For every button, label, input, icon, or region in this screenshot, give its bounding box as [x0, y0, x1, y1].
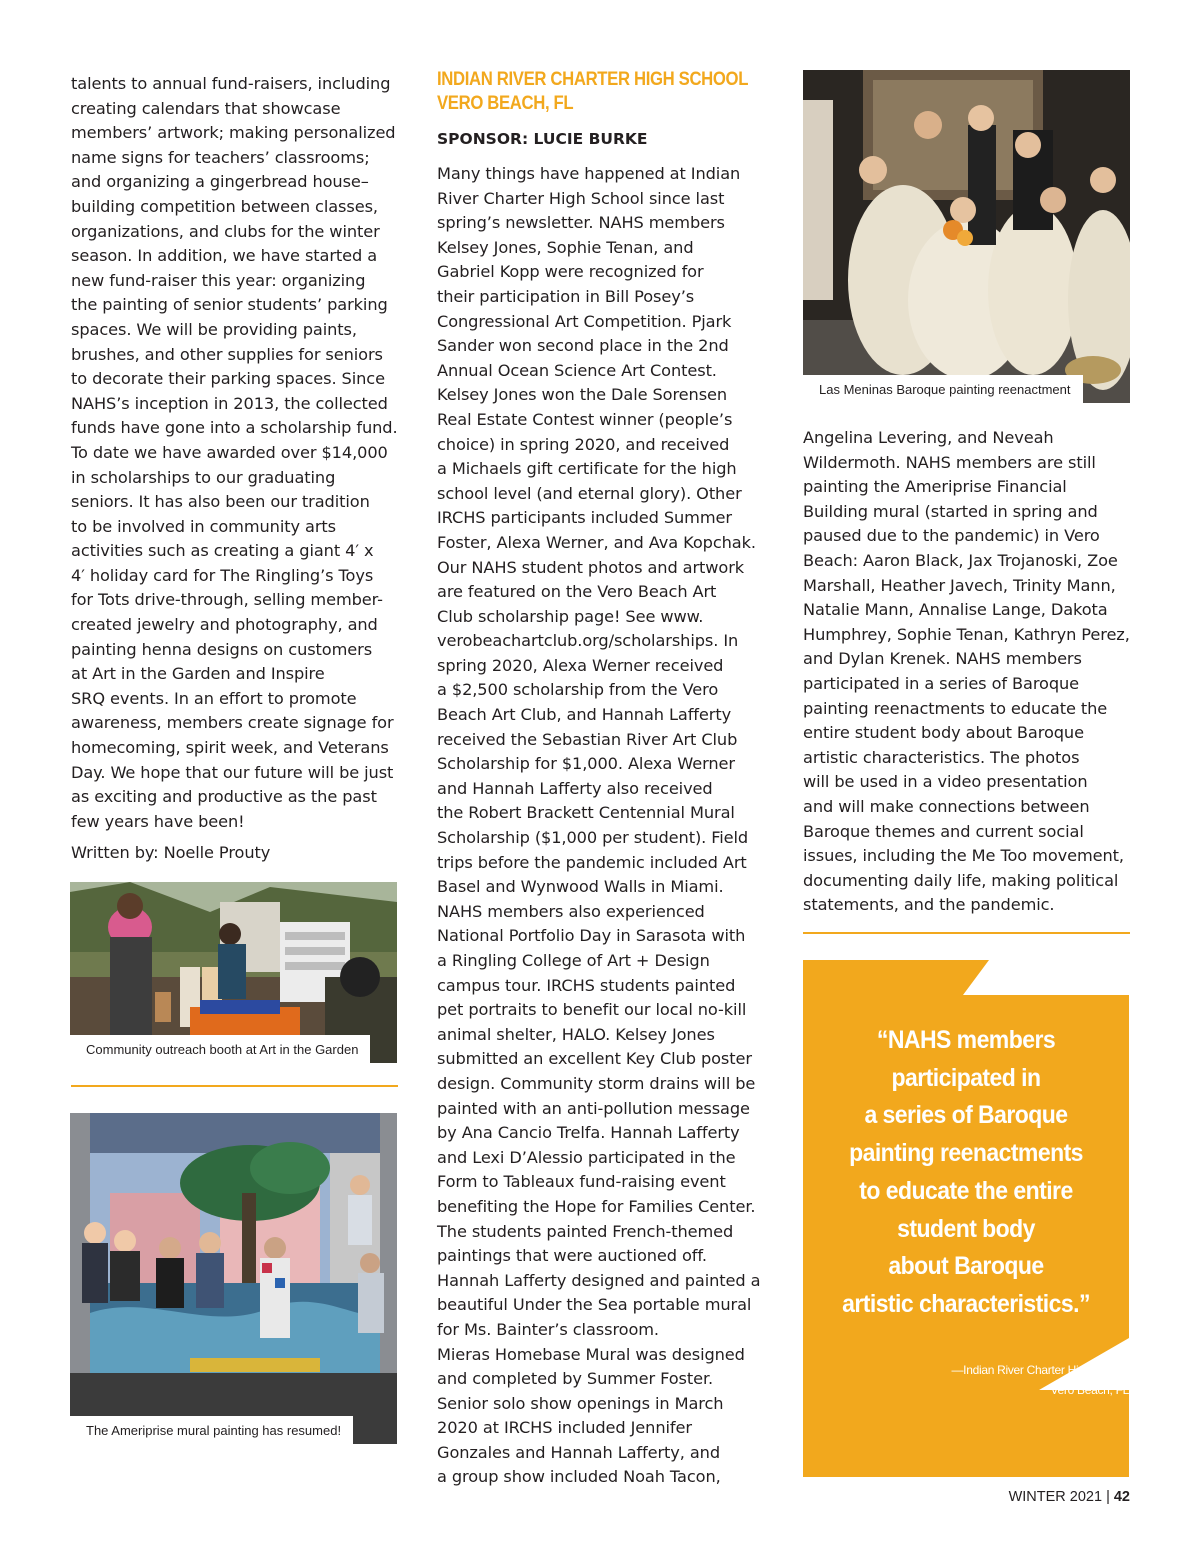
body-line: painting reenactments to educate the [803, 698, 1108, 718]
pullquote-attribution-school: —Indian River Charter High School [951, 1363, 1129, 1377]
pullquote-attribution-location: Vero Beach, FL [1050, 1383, 1129, 1397]
column-1-divider [71, 1085, 398, 1087]
body-line: Building mural (started in spring and [803, 501, 1098, 521]
body-line: activities such as creating a giant 4′ x [71, 541, 374, 561]
body-line: for Ms. Bainter’s classroom. [437, 1319, 659, 1339]
body-line: spring’s newsletter. NAHS members [437, 213, 725, 233]
baroque-caption: Las Meninas Baroque painting reenactment [803, 375, 1083, 403]
outreach-booth-photo [70, 882, 397, 1063]
body-line: and will make connections between [803, 796, 1090, 816]
body-line: 2020 at IRCHS included Jennifer [437, 1418, 692, 1438]
body-line: painted with an anti-pollution message [437, 1098, 750, 1118]
outreach-booth-caption: Community outreach booth at Art in the Garden [70, 1035, 370, 1063]
body-line: to decorate their parking spaces. Since [71, 369, 385, 389]
body-line: Mieras Homebase Mural was designed [437, 1344, 745, 1364]
body-line: paused due to the pandemic) in Vero [803, 526, 1100, 546]
body-line: a Michaels gift certificate for the high [437, 459, 737, 479]
body-line: and completed by Summer Foster. [437, 1369, 714, 1389]
body-line: Gabriel Kopp were recognized for [437, 262, 704, 282]
body-line: Scholarship ($1,000 per student). Field [437, 828, 749, 848]
body-line: created jewelry and photography, and [71, 615, 378, 635]
body-line: spaces. We will be providing paints, [71, 319, 357, 339]
page-folio [1009, 1489, 1130, 1505]
body-line: Beach: Aaron Black, Jax Trojanoski, Zoe [803, 550, 1118, 570]
body-line: Baroque themes and current social [803, 821, 1084, 841]
body-line: Wildermoth. NAHS members are still [803, 452, 1096, 472]
body-line: Gonzales and Hannah Lafferty, and [437, 1442, 721, 1462]
page-number: 42 [1113, 1489, 1130, 1505]
body-line: spring 2020, Alexa Werner received [437, 655, 724, 675]
body-line: benefiting the Hope for Families Center. [437, 1196, 756, 1216]
baroque-reenactment-photo [803, 70, 1130, 403]
body-line: verobeachartclub.org/scholarships. In [437, 631, 739, 651]
body-line: pet portraits to benefit our local no-kill [437, 1000, 747, 1020]
pullquote-line: about Baroque [888, 1252, 1044, 1281]
mural-image [70, 1113, 397, 1444]
body-line: will be used in a video presentation [803, 772, 1088, 792]
body-line: homecoming, spirit week, and Veterans [71, 738, 389, 758]
body-line: and Dylan Krenek. NAHS members [803, 649, 1082, 669]
pullquote-line: participated in [891, 1063, 1041, 1092]
body-line: a $2,500 scholarship from the Vero [437, 680, 719, 700]
body-line: painting the Ameriprise Financial [803, 477, 1067, 497]
body-line: Real Estate Contest winner (people’s [437, 409, 733, 429]
body-line: for Tots drive-through, selling member- [71, 590, 383, 610]
body-line: and Hannah Lafferty also received [437, 778, 713, 798]
body-line: Congressional Art Competition. Pjark [437, 311, 732, 331]
body-line: a group show included Noah Tacon, [437, 1467, 721, 1487]
body-line: River Charter High School since last [437, 188, 725, 208]
body-line: To date we have awarded over $14,000 [71, 442, 388, 462]
pullquote-attribution [951, 1360, 1129, 1400]
body-line: trips before the pandemic included Art [437, 852, 747, 872]
body-line: Beach Art Club, and Hannah Lafferty [437, 705, 732, 725]
body-line: at Art in the Garden and Inspire [71, 664, 325, 684]
school-location-line: VERO BEACH, FL [437, 93, 574, 114]
body-line: by Ana Cancio Trelfa. Hannah Lafferty [437, 1123, 740, 1143]
body-line: funds have gone into a scholarship fund. [71, 418, 398, 438]
body-line: Kelsey Jones, Sophie Tenan, and [437, 237, 694, 257]
body-line: and Lexi D’Alessio participated in the [437, 1147, 736, 1167]
pullquote-line: “NAHS members [876, 1026, 1056, 1054]
body-line: 4′ holiday card for The Ringling’s Toys [71, 565, 374, 585]
body-line: the painting of senior students’ parking [71, 295, 388, 315]
body-line: Kelsey Jones won the Dale Sorensen [437, 385, 728, 405]
body-line: few years have been! [71, 811, 245, 831]
body-line: Humphrey, Sophie Tenan, Kathryn Perez, [803, 624, 1130, 644]
body-line: Hannah Lafferty designed and painted a [437, 1270, 761, 1290]
body-line: The students painted French-themed [437, 1221, 734, 1241]
body-line: awareness, members create signage for [71, 713, 394, 733]
body-line: Angelina Levering, and Neveah [803, 428, 1054, 447]
column-3-body [803, 426, 1130, 918]
body-line: are featured on the Vero Beach Art [437, 582, 717, 602]
body-line: participated in a series of Baroque [803, 673, 1080, 693]
body-line: entire student body about Baroque [803, 723, 1084, 743]
body-line: received the Sebastian River Art Club [437, 729, 738, 749]
body-line: their participation in Bill Posey’s [437, 286, 695, 306]
body-line: Form to Tableaux fund-raising event [437, 1172, 726, 1192]
body-line: National Portfolio Day in Sarasota with [437, 926, 746, 946]
body-line: brushes, and other supplies for seniors [71, 344, 383, 364]
body-line: painting henna designs on customers [71, 639, 373, 659]
body-line: Many things have happened at Indian [437, 164, 741, 183]
body-line: Marshall, Heather Javech, Trinity Mann, [803, 575, 1116, 595]
body-line: NAHS’s inception in 2013, the collected [71, 393, 388, 413]
body-line: a Ringling College of Art + Design [437, 951, 710, 970]
body-line: Day. We hope that our future will be just [71, 762, 394, 782]
body-line: NAHS members also experienced [437, 901, 705, 921]
body-line: Annual Ocean Science Art Contest. [437, 360, 717, 380]
body-line: seniors. It has also been our tradition [71, 492, 370, 512]
body-line: documenting daily life, making political [803, 870, 1119, 890]
folio-separator: | [1106, 1489, 1110, 1505]
body-line: the Robert Brackett Centennial Mural [437, 803, 735, 823]
body-line: Natalie Mann, Annalise Lange, Dakota [803, 600, 1108, 620]
body-line: talents to annual fund-raisers, including [71, 74, 391, 93]
body-line: organizations, and clubs for the winter [71, 221, 380, 241]
body-line: design. Community storm drains will be [437, 1073, 756, 1093]
body-line: artistic characteristics. The photos [803, 747, 1080, 767]
body-line: submitted an excellent Key Club poster [437, 1049, 752, 1069]
body-line: issues, including the Me Too movement, [803, 846, 1124, 866]
baroque-reenactment-image [803, 70, 1130, 403]
body-line: building competition between classes, [71, 196, 378, 216]
body-line: Foster, Alexa Werner, and Ava Kopchak. [437, 532, 756, 552]
body-line: beautiful Under the Sea portable mural [437, 1295, 752, 1315]
body-line: paintings that were auctioned off. [437, 1246, 707, 1266]
body-line: Sander won second place in the 2nd [437, 336, 729, 356]
body-line: to be involved in community arts [71, 516, 336, 536]
school-name-line: INDIAN RIVER CHARTER HIGH SCHOOL [437, 69, 749, 90]
column-2-body [437, 162, 760, 1490]
pullquote-text [803, 1022, 1129, 1324]
body-line: choice) in spring 2020, and received [437, 434, 730, 454]
body-line: Basel and Wynwood Walls in Miami. [437, 877, 724, 897]
school-name-heading [437, 68, 748, 116]
body-line: Club scholarship page! See www. [437, 606, 704, 626]
body-line: members’ artwork; making personalized [71, 123, 396, 143]
body-line: animal shelter, HALO. Kelsey Jones [437, 1024, 715, 1044]
byline: Written by: Noelle Prouty [71, 843, 271, 862]
body-line: season. In addition, we have started a [71, 246, 378, 266]
body-line: name signs for teachers’ classrooms; [71, 147, 370, 167]
pullquote-line: student body [897, 1214, 1035, 1243]
body-line: creating calendars that showcase [71, 98, 341, 118]
body-line: as exciting and productive as the past [71, 787, 377, 807]
body-line: and organizing a gingerbread house– [71, 172, 369, 192]
body-line: new fund-raiser this year: organizing [71, 270, 366, 290]
body-line: IRCHS participants included Summer [437, 508, 732, 528]
mural-caption: The Ameriprise mural painting has resumed! [70, 1416, 353, 1444]
pullquote-line: a series of Baroque [864, 1101, 1068, 1130]
issue-label: WINTER 2021 [1008, 1489, 1103, 1505]
mural-photo [70, 1113, 397, 1444]
body-line: Scholarship for $1,000. Alexa Werner [437, 754, 735, 774]
pullquote-line: to educate the entire [859, 1176, 1073, 1205]
column-3-divider [803, 932, 1130, 934]
body-line: school level (and eternal glory). Other [437, 483, 742, 503]
body-line: campus tour. IRCHS students painted [437, 975, 736, 995]
column-1-body [71, 72, 398, 834]
body-line: Our NAHS student photos and artwork [437, 557, 745, 577]
pullquote-line: artistic characteristics.” [842, 1289, 1090, 1318]
body-line: SRQ events. In an effort to promote [71, 688, 357, 708]
body-line: Senior solo show openings in March [437, 1393, 724, 1413]
sponsor-line: SPONSOR: LUCIE BURKE [437, 130, 648, 148]
body-line: in scholarships to our graduating [71, 467, 336, 487]
pullquote-line: painting reenactments [849, 1139, 1083, 1168]
body-line: statements, and the pandemic. [803, 895, 1055, 915]
